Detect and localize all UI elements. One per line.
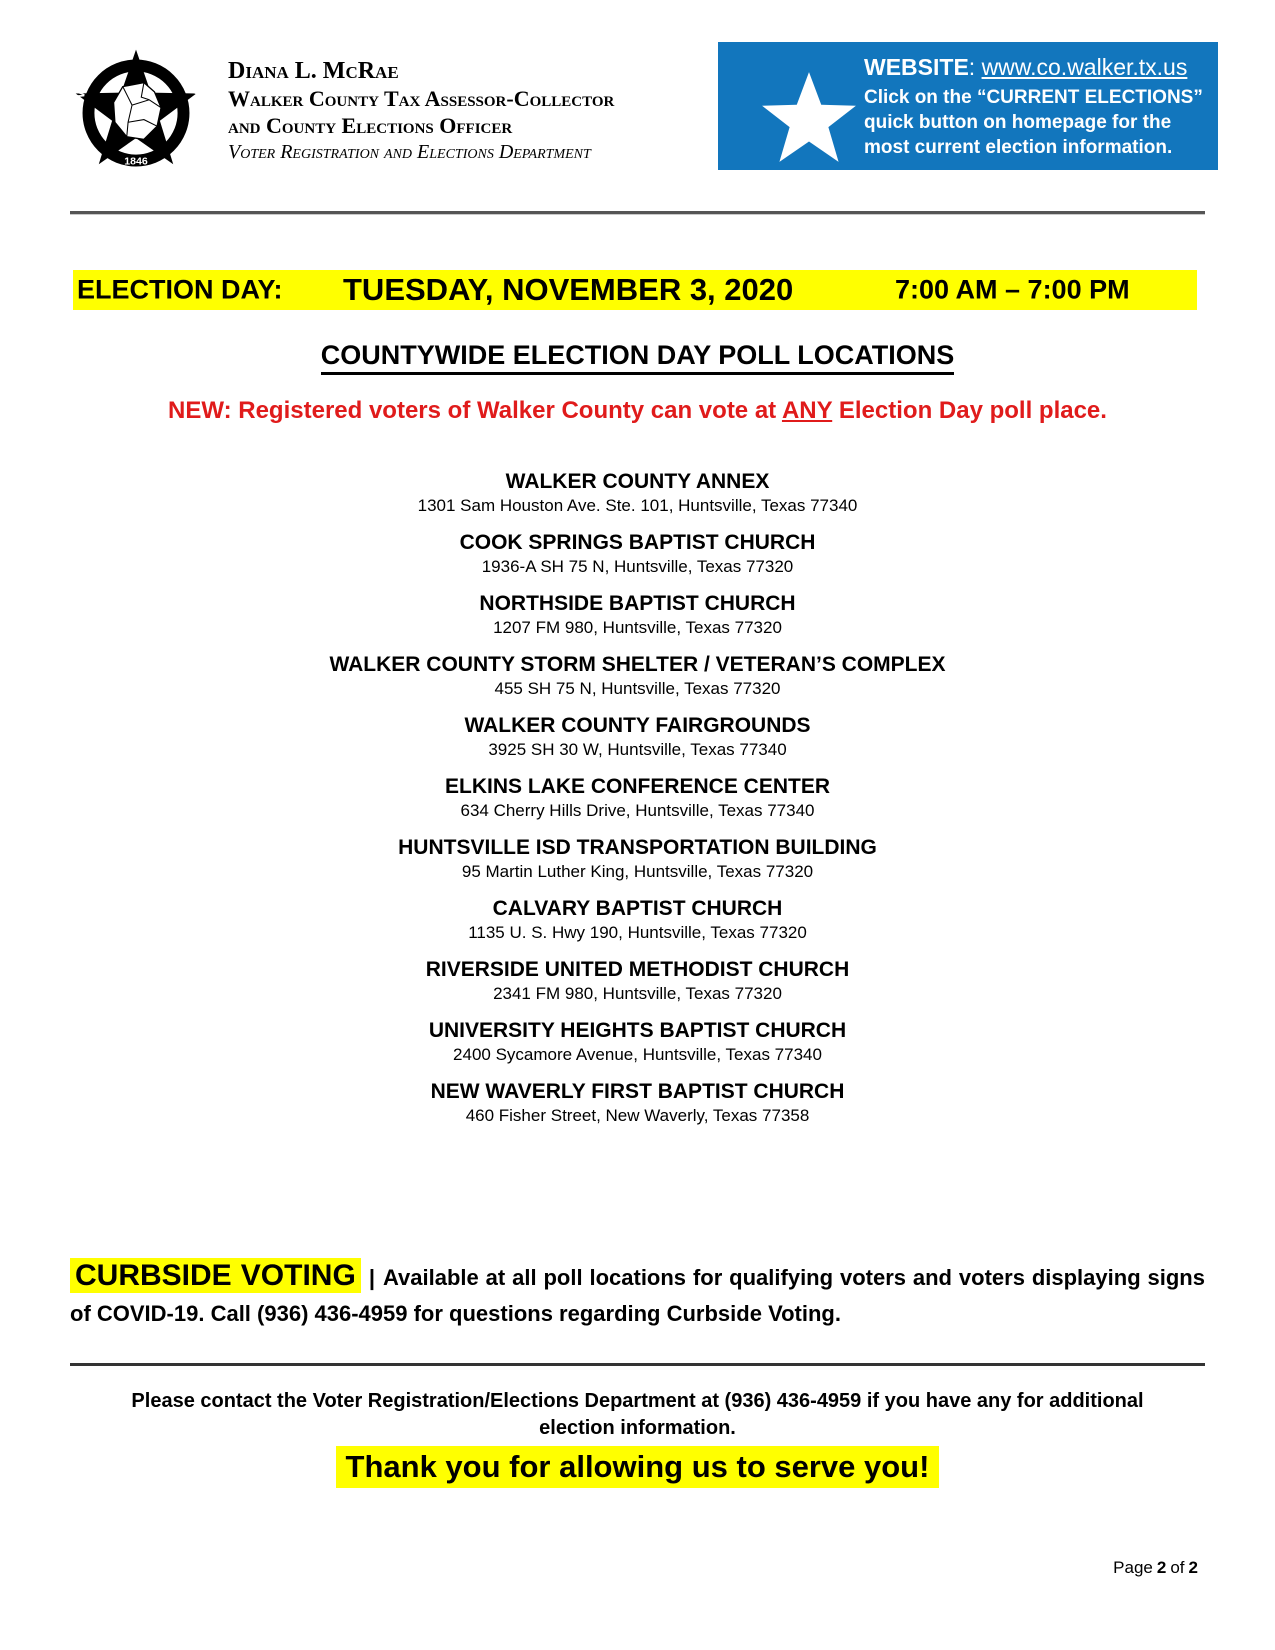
curbside-separator: | bbox=[368, 1265, 375, 1290]
poll-location-address: 1936-A SH 75 N, Huntsville, Texas 77320 bbox=[481, 557, 794, 576]
page-total: 2 bbox=[1188, 1558, 1198, 1577]
officer-name: Diana L. McRae bbox=[228, 58, 399, 84]
poll-location-address: 460 Fisher Street, New Waverly, Texas 77358 bbox=[465, 1106, 810, 1125]
poll-location-address: 1207 FM 980, Huntsville, Texas 77320 bbox=[493, 618, 782, 637]
poll-location-name: WALKER COUNTY FAIRGROUNDS bbox=[464, 714, 811, 737]
poll-location bbox=[70, 591, 1205, 639]
officer-block bbox=[228, 58, 614, 166]
poll-location-name: WALKER COUNTY STORM SHELTER / VETERAN’S COMPLEX bbox=[329, 653, 946, 676]
poll-location-name: COOK SPRINGS BAPTIST CHURCH bbox=[459, 531, 816, 554]
website-line bbox=[864, 54, 1208, 81]
officer-title-line1: Walker County Tax Assessor-Collector bbox=[228, 86, 615, 111]
notice-prefix: NEW: Registered voters of Walker County can vote at bbox=[168, 397, 782, 424]
poll-location-address: 3925 SH 30 W, Huntsville, Texas 77340 bbox=[488, 740, 787, 759]
thanks-row bbox=[0, 1446, 1275, 1488]
poll-location-name: WALKER COUNTY ANNEX bbox=[505, 470, 770, 493]
section-title: COUNTYWIDE ELECTION DAY POLL LOCATIONS bbox=[321, 340, 955, 375]
curbside-voting-paragraph bbox=[70, 1258, 1205, 1332]
curbside-text: Available at all poll locations for qualifying voters and voters displaying signs of COVID-19. Call (936) 436-4959 for questions regarding Curbside Voting. bbox=[70, 1265, 1205, 1326]
website-text bbox=[864, 54, 1208, 160]
contact-note bbox=[70, 1388, 1205, 1442]
new-voters-notice bbox=[70, 397, 1205, 425]
svg-text:COUNTY: COUNTY bbox=[146, 46, 200, 99]
poll-location-name: HUNTSVILLE ISD TRANSPORTATION BUILDING bbox=[398, 836, 877, 859]
poll-location-name: RIVERSIDE UNITED METHODIST CHURCH bbox=[425, 958, 850, 981]
notice-emphasis: ANY bbox=[781, 397, 833, 424]
website-note: Click on the “CURRENT ELECTIONS” quick button on homepage for the most current election information. bbox=[864, 87, 1203, 158]
poll-location-address: 455 SH 75 N, Huntsville, Texas 77320 bbox=[494, 679, 781, 698]
contact-text: Please contact the Voter Registration/Elections Department at (936) 436-4959 if you have any for additional election information. bbox=[131, 1390, 1144, 1439]
poll-location bbox=[70, 1079, 1205, 1127]
poll-location-address: 634 Cherry Hills Drive, Huntsville, Texas 77340 bbox=[460, 801, 815, 820]
poll-location bbox=[70, 652, 1205, 700]
poll-location bbox=[70, 835, 1205, 883]
poll-location bbox=[70, 896, 1205, 944]
page-number bbox=[1111, 1558, 1200, 1578]
officer-department: Voter Registration and Elections Department bbox=[228, 141, 591, 163]
poll-location-name: NORTHSIDE BAPTIST CHURCH bbox=[479, 592, 796, 615]
page-word: Page bbox=[1113, 1558, 1153, 1577]
svg-text:1846: 1846 bbox=[124, 155, 148, 168]
website-box bbox=[718, 42, 1218, 170]
poll-location-address: 2400 Sycamore Avenue, Huntsville, Texas 77340 bbox=[453, 1045, 822, 1064]
poll-location bbox=[70, 957, 1205, 1005]
poll-location-address: 1301 Sam Houston Ave. Ste. 101, Huntsville, Texas 77340 bbox=[417, 496, 858, 515]
website-colon: : bbox=[968, 54, 982, 80]
poll-location bbox=[70, 1018, 1205, 1066]
poll-location bbox=[70, 774, 1205, 822]
star-icon bbox=[758, 68, 860, 170]
officer-title-line2: and County Elections Officer bbox=[228, 113, 513, 138]
poll-location-address: 95 Martin Luther King, Huntsville, Texas 77320 bbox=[461, 862, 814, 881]
poll-location-address: 1135 U. S. Hwy 190, Huntsville, Texas 77320 bbox=[468, 923, 807, 942]
poll-location-name: NEW WAVERLY FIRST BAPTIST CHURCH bbox=[430, 1080, 845, 1103]
seal-star-icon bbox=[70, 46, 202, 180]
header-divider bbox=[70, 211, 1205, 214]
poll-location bbox=[70, 469, 1205, 517]
walker-county-seal bbox=[70, 46, 202, 180]
website-label: WEBSITE bbox=[864, 54, 969, 80]
banner-label: ELECTION DAY: bbox=[77, 274, 283, 305]
page-of: of bbox=[1170, 1558, 1185, 1577]
poll-location bbox=[70, 713, 1205, 761]
poll-location-address: 2341 FM 980, Huntsville, Texas 77320 bbox=[493, 984, 782, 1003]
poll-location bbox=[70, 530, 1205, 578]
website-link[interactable]: www.co.walker.tx.us bbox=[981, 54, 1188, 80]
thank-you-message: Thank you for allowing us to serve you! bbox=[336, 1446, 940, 1488]
poll-location-name: CALVARY BAPTIST CHURCH bbox=[492, 897, 783, 920]
poll-location-name: UNIVERSITY HEIGHTS BAPTIST CHURCH bbox=[428, 1019, 847, 1042]
curbside-highlight: CURBSIDE VOTING bbox=[70, 1258, 361, 1293]
poll-location-name: ELKINS LAKE CONFERENCE CENTER bbox=[444, 775, 831, 798]
election-day-banner bbox=[73, 270, 1197, 310]
banner-date: TUESDAY, NOVEMBER 3, 2020 bbox=[343, 272, 794, 307]
notice-suffix: Election Day poll place. bbox=[832, 397, 1107, 424]
page-current: 2 bbox=[1156, 1558, 1167, 1577]
main-content bbox=[70, 340, 1205, 1140]
footer-divider bbox=[70, 1363, 1205, 1366]
svg-text:WALKER: WALKER bbox=[72, 46, 127, 100]
banner-time: 7:00 AM – 7:00 PM bbox=[895, 274, 1130, 305]
